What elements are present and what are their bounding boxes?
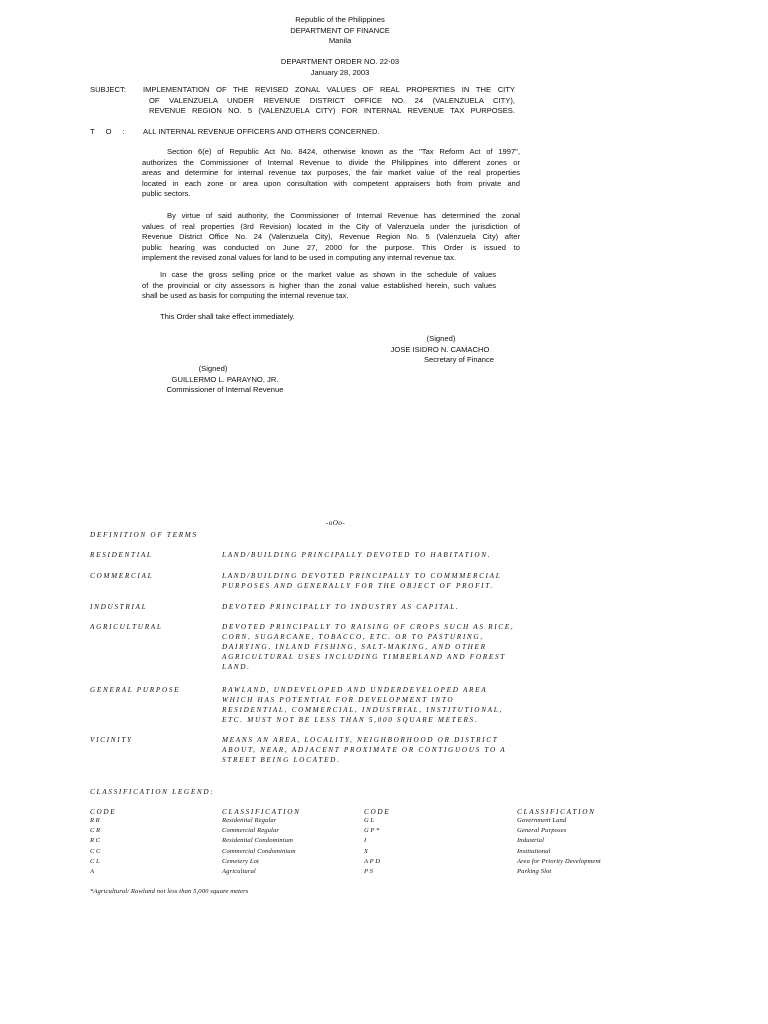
paragraph-4: This Order shall take effect immediately. <box>160 312 295 321</box>
definition-line: STREET BEING LOCATED. <box>222 756 341 764</box>
legend-classification: Government Land <box>517 817 567 824</box>
term-vicinity: VICINITY <box>90 736 133 744</box>
legend-code: GL <box>364 817 376 824</box>
legend-classification: Area for Priority Development <box>517 857 601 865</box>
paragraph-line: In case the gross selling price or the market value as shown in the schedule of values <box>160 270 496 279</box>
definition-line: RESIDENTIAL, COMMERCIAL, INDUSTRIAL, INSTITUTIONAL, <box>222 706 503 714</box>
commissioner-name: GUILLERMO L. PARAYNO, JR. <box>171 374 279 384</box>
definition-general-purpose <box>222 685 503 725</box>
definition-line: AGRICULTURAL USES INCLUDING TIMBERLAND AND FOREST <box>222 653 506 661</box>
legend-code: PS <box>364 868 375 876</box>
legend-code: CR <box>90 827 102 835</box>
term-residential: RESIDENTIAL <box>90 551 153 559</box>
legend-code: RR <box>90 817 102 824</box>
legend-classification: Parking Slot <box>517 868 552 876</box>
legend-footnote: *Agricultural/ Rawland not less than 5,000 square meters <box>90 888 249 895</box>
legend-col-code-left: CODE <box>90 808 117 816</box>
signature-secretary <box>360 334 520 366</box>
legend-classification: General Purposes <box>517 827 567 835</box>
order-date: January 28, 2003 <box>310 67 370 77</box>
to-text: ALL INTERNAL REVENUE OFFICERS AND OTHERS CONCERNED. <box>143 127 380 136</box>
subject-line: OF VALENZUELA UNDER REVENUE DISTRICT OFFICE NO. 24 (VALENZUELA CITY), <box>149 95 515 105</box>
legend-classification: Residential Condominium <box>222 837 293 845</box>
definition-line: LAND. <box>222 663 251 671</box>
paragraph-line: values of real properties (3rd Revision) located in the City of Valenzuela under the jurisdiction of <box>142 221 520 231</box>
legend-code: A <box>90 868 96 876</box>
legend-classification: Commercial Condominium <box>222 847 296 855</box>
subject-label: SUBJECT: <box>90 85 126 94</box>
definition-agricultural <box>222 622 514 672</box>
legend-code: CC <box>90 847 102 855</box>
subject-line: REVENUE REGION NO. 5 (VALENZUELA CITY) FOR INTERNAL REVENUE TAX PURPOSES. <box>149 106 515 115</box>
header-department: DEPARTMENT OF FINANCE <box>290 25 390 35</box>
legend-code: RC <box>90 837 102 845</box>
paragraph-3 <box>142 270 496 302</box>
paragraph-line: shall be used as basis for computing the internal revenue tax. <box>142 291 349 300</box>
to-label: T O : <box>90 127 125 136</box>
paragraph-line: public hearing was conducted on June 27, 2000 for the purpose. This Order is issued to <box>142 242 520 252</box>
definitions-heading: DEFINITION OF TERMS <box>90 531 198 539</box>
legend-code: APD <box>364 857 382 865</box>
definition-commercial <box>222 571 501 591</box>
definition-line: ETC. MUST NOT BE LESS THAN 5,000 SQUARE METERS. <box>222 716 479 724</box>
term-industrial: INDUSTRIAL <box>90 603 148 611</box>
secretary-name: JOSE ISIDRO N. CAMACHO <box>390 344 490 354</box>
header-city: Manila <box>328 36 352 45</box>
definition-line: LAND/BUILDING PRINCIPALLY DEVOTED TO HABITATION. <box>222 551 492 559</box>
legend-code: X <box>364 847 370 855</box>
legend-names-left <box>222 816 296 877</box>
definition-line: CORN, SUGARCANE, TOBACCO, ETC. OR TO PASTURING, <box>222 633 484 641</box>
definition-residential <box>222 550 491 560</box>
signature-commissioner <box>150 364 300 396</box>
paragraph-line: By virtue of said authority, the Commissioner of Internal Revenue has determined the zonal <box>167 211 520 220</box>
definition-line: ABOUT, NEAR, ADJACENT PROXIMATE OR CONTIGUOUS TO A <box>222 746 507 754</box>
definition-line: WHICH HAS POTENTIAL FOR DEVELOPMENT INTO <box>222 696 455 704</box>
paragraph-line: areas and determine for internal revenue tax purposes, the fair market value of the real properties <box>142 168 520 177</box>
signed-note: (Signed) <box>426 334 456 343</box>
legend-classification: Industrial <box>517 837 545 845</box>
legend-codes-right <box>364 816 382 877</box>
subject-line: IMPLEMENTATION OF THE REVISED ZONAL VALUES OF REAL PROPERTIES IN THE CITY <box>143 85 515 94</box>
paragraph-line: authorizes the Commissioner of Internal Revenue to divide the Philippines into different zones or <box>142 157 520 167</box>
term-general-purpose: GENERAL PURPOSE <box>90 686 181 694</box>
term-agricultural: AGRICULTURAL <box>90 623 163 631</box>
definition-line: DAIRYING, INLAND FISHING, SALT-MAKING, AND OTHER <box>222 643 487 651</box>
definition-line: LAND/BUILDING DEVOTED PRINCIPALLY TO COMMMERCIAL <box>222 572 502 580</box>
definition-line: RAWLAND, UNDEVELOPED AND UNDERDEVELOPED AREA <box>222 686 488 694</box>
paragraph-line: public sectors. <box>142 189 191 198</box>
legend-codes-left <box>90 816 102 877</box>
signed-note: (Signed) <box>198 364 228 373</box>
paragraph-line: implement the revised zonal values for land to be used in computing any internal revenue tax. <box>142 253 457 262</box>
paragraph-line: Revenue District Office No. 24 (Valenzuela City), Revenue Region No. 5 (Valenzuela City) after <box>142 232 520 241</box>
legend-col-class-right: CLASSIFICATION <box>517 808 596 816</box>
order-number: DEPARTMENT ORDER NO. 22-03 <box>280 57 400 66</box>
legend-code: I <box>364 837 368 845</box>
definition-line: MEANS AN AREA, LOCALITY, NEIGHBORHOOD OR DISTRICT <box>222 736 499 744</box>
separator: -oOo- <box>326 519 346 527</box>
legend-names-right <box>517 816 601 877</box>
definition-line: DEVOTED PRINCIPALLY TO RAISING OF CROPS SUCH AS RICE, <box>222 623 515 631</box>
definition-line: DEVOTED PRINCIPALLY TO INDUSTRY AS CAPITAL. <box>222 603 460 611</box>
legend-classification: Institutional <box>517 847 551 855</box>
legend-classification: Residential Regular <box>222 817 277 824</box>
subject-text <box>143 85 515 117</box>
legend-classification: Agricultural <box>222 868 256 876</box>
legend-classification: Cemetery Lot <box>222 857 259 865</box>
secretary-title: Secretary of Finance <box>423 355 495 364</box>
legend-col-code-right: CODE <box>364 808 391 816</box>
header-republic: Republic of the Philippines <box>295 15 385 24</box>
commissioner-title: Commissioner of Internal Revenue <box>166 385 284 394</box>
definition-vicinity <box>222 735 506 765</box>
paragraph-2 <box>142 211 520 264</box>
definition-industrial <box>222 602 459 612</box>
letterhead <box>180 15 500 47</box>
paragraph-line: located in each zone or area upon consultation with competent appraisers both from private and <box>142 178 520 188</box>
legend-code: GP* <box>364 827 381 835</box>
legend-code: CL <box>90 857 102 865</box>
paragraph-line: Section 6(e) of Republic Act No. 8424, otherwise known as the "Tax Reform Act of 1997", <box>167 147 520 156</box>
legend-col-class-left: CLASSIFICATION <box>222 808 301 816</box>
paragraph-1 <box>142 147 520 200</box>
order-heading <box>180 57 500 78</box>
term-commercial: COMMERCIAL <box>90 572 154 580</box>
definition-line: PURPOSES AND GENERALLY FOR THE OBJECT OF PROFIT. <box>222 582 494 590</box>
legend-classification: Commercial Regular <box>222 827 280 835</box>
paragraph-line: of the provincial or city assessors is higher than the zonal value established herein, such values <box>142 280 496 290</box>
legend-heading: CLASSIFICATION LEGEND: <box>90 788 215 796</box>
